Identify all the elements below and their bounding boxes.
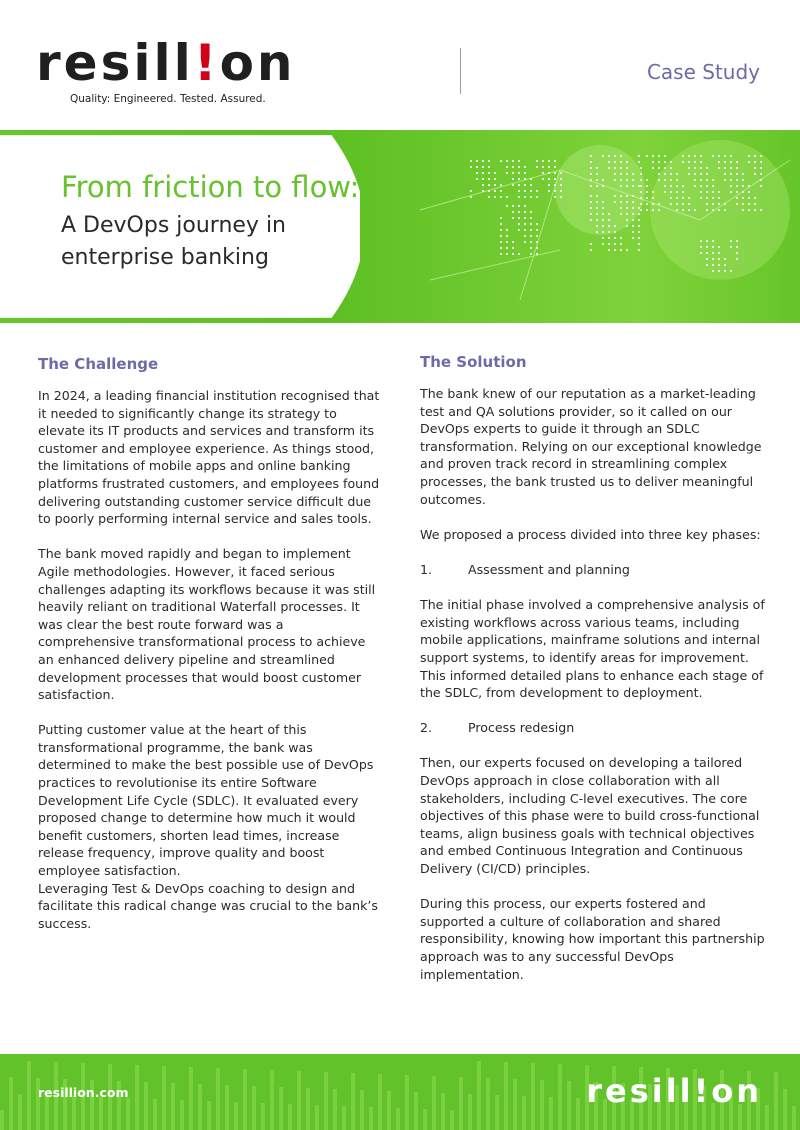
hero-subtitle-line-2: enterprise banking [61, 245, 269, 270]
footer-website-link[interactable]: resillion.com [38, 1085, 129, 1100]
header-divider [460, 48, 461, 94]
phase-2-heading [420, 719, 765, 737]
logo-text-start: resill [36, 34, 194, 92]
solution-heading: The Solution [420, 353, 527, 371]
logo-tagline: Quality: Engineered. Tested. Assured. [70, 93, 266, 105]
phase-1-title: Assessment and planning [468, 561, 630, 577]
solution-closing: During this process, our experts fostered and supported a culture of collaboration and shared responsibility, knowing how important this partnership approach was to any successful DevOps implementation. [420, 896, 765, 982]
challenge-heading: The Challenge [38, 355, 159, 373]
challenge-paragraph-2: The bank moved rapidly and began to implement Agile methodologies. However, it faced serious challenges adapting its workflows because it was still heavily reliant on traditional Waterfall processes. It was clear the best route forward was a comprehensive transformational process to achieve an enhanced delivery pipeline and streamlined development processes that would boost customer satisfaction. [38, 546, 376, 703]
phase-2-number: 2. [420, 720, 433, 736]
phase-1-number: 1. [420, 561, 433, 577]
phase-2-title: Process redesign [468, 720, 575, 736]
footer-logo: resill!on [586, 1072, 762, 1110]
challenge-paragraph-1: In 2024, a leading financial institution recognised that it needed to significantly change its strategy to elevate its IT products and services and transform its customer and employee experience. As things stood, the limitations of mobile apps and online banking platforms frustrated customers, and employees found delivering outstanding customer service difficult due to poorly performing internal service and sales tools. [38, 388, 380, 527]
document-type-label: Case Study [646, 60, 760, 84]
footer-bar [0, 1054, 800, 1130]
logo-text-end: on [219, 34, 296, 92]
phase-1-text: The initial phase involved a comprehensive analysis of existing workflows across various teams, including mobile applications, mainframe solutions and internal support systems, to identify areas for improvement. This informed detailed plans to enhance each stage of the SDLC, from development to deployment. [420, 597, 765, 701]
solution-section [420, 353, 765, 983]
hero-title: From friction to flow: [61, 170, 360, 204]
resillion-logo [36, 34, 296, 92]
challenge-paragraph-4: Leveraging Test & DevOps coaching to design and facilitate this radical change was crucial to the bank’s success. [38, 880, 378, 931]
logo-exclamation: ! [193, 34, 220, 92]
challenge-paragraph-3: Putting customer value at the heart of this transformational programme, the bank was determined to make the best possible use of DevOps practices to revolutionise its entire Software Development Life Cycle (SDLC). It evaluated every proposed change to determine how much it would benefit customers, shorten lead times, increase release frequency, improve quality and boost employee satisfaction. [38, 722, 374, 879]
phase-1-heading [420, 561, 765, 579]
phases-intro: We proposed a process divided into three key phases: [420, 526, 761, 542]
solution-intro: The bank knew of our reputation as a market-leading test and QA solutions provider, so it called on our DevOps experts to guide it through an SDLC transformation. Relying on our exceptional knowledge and proven track record in streamlining complex processes, the bank trusted us to deliver meaningful outcomes. [420, 386, 762, 507]
phase-2-text: Then, our experts focused on developing a tailored DevOps approach in close collaboration with all stakeholders, including C-level executives. The core objectives of this phase were to build cross-functional teams, align business goals with technical objectives and embed Continuous Integration and Continuous Delivery (CI/CD) principles. [420, 755, 760, 877]
hero-subtitle-line-1: A DevOps journey in [61, 213, 286, 238]
challenge-section [38, 355, 383, 932]
